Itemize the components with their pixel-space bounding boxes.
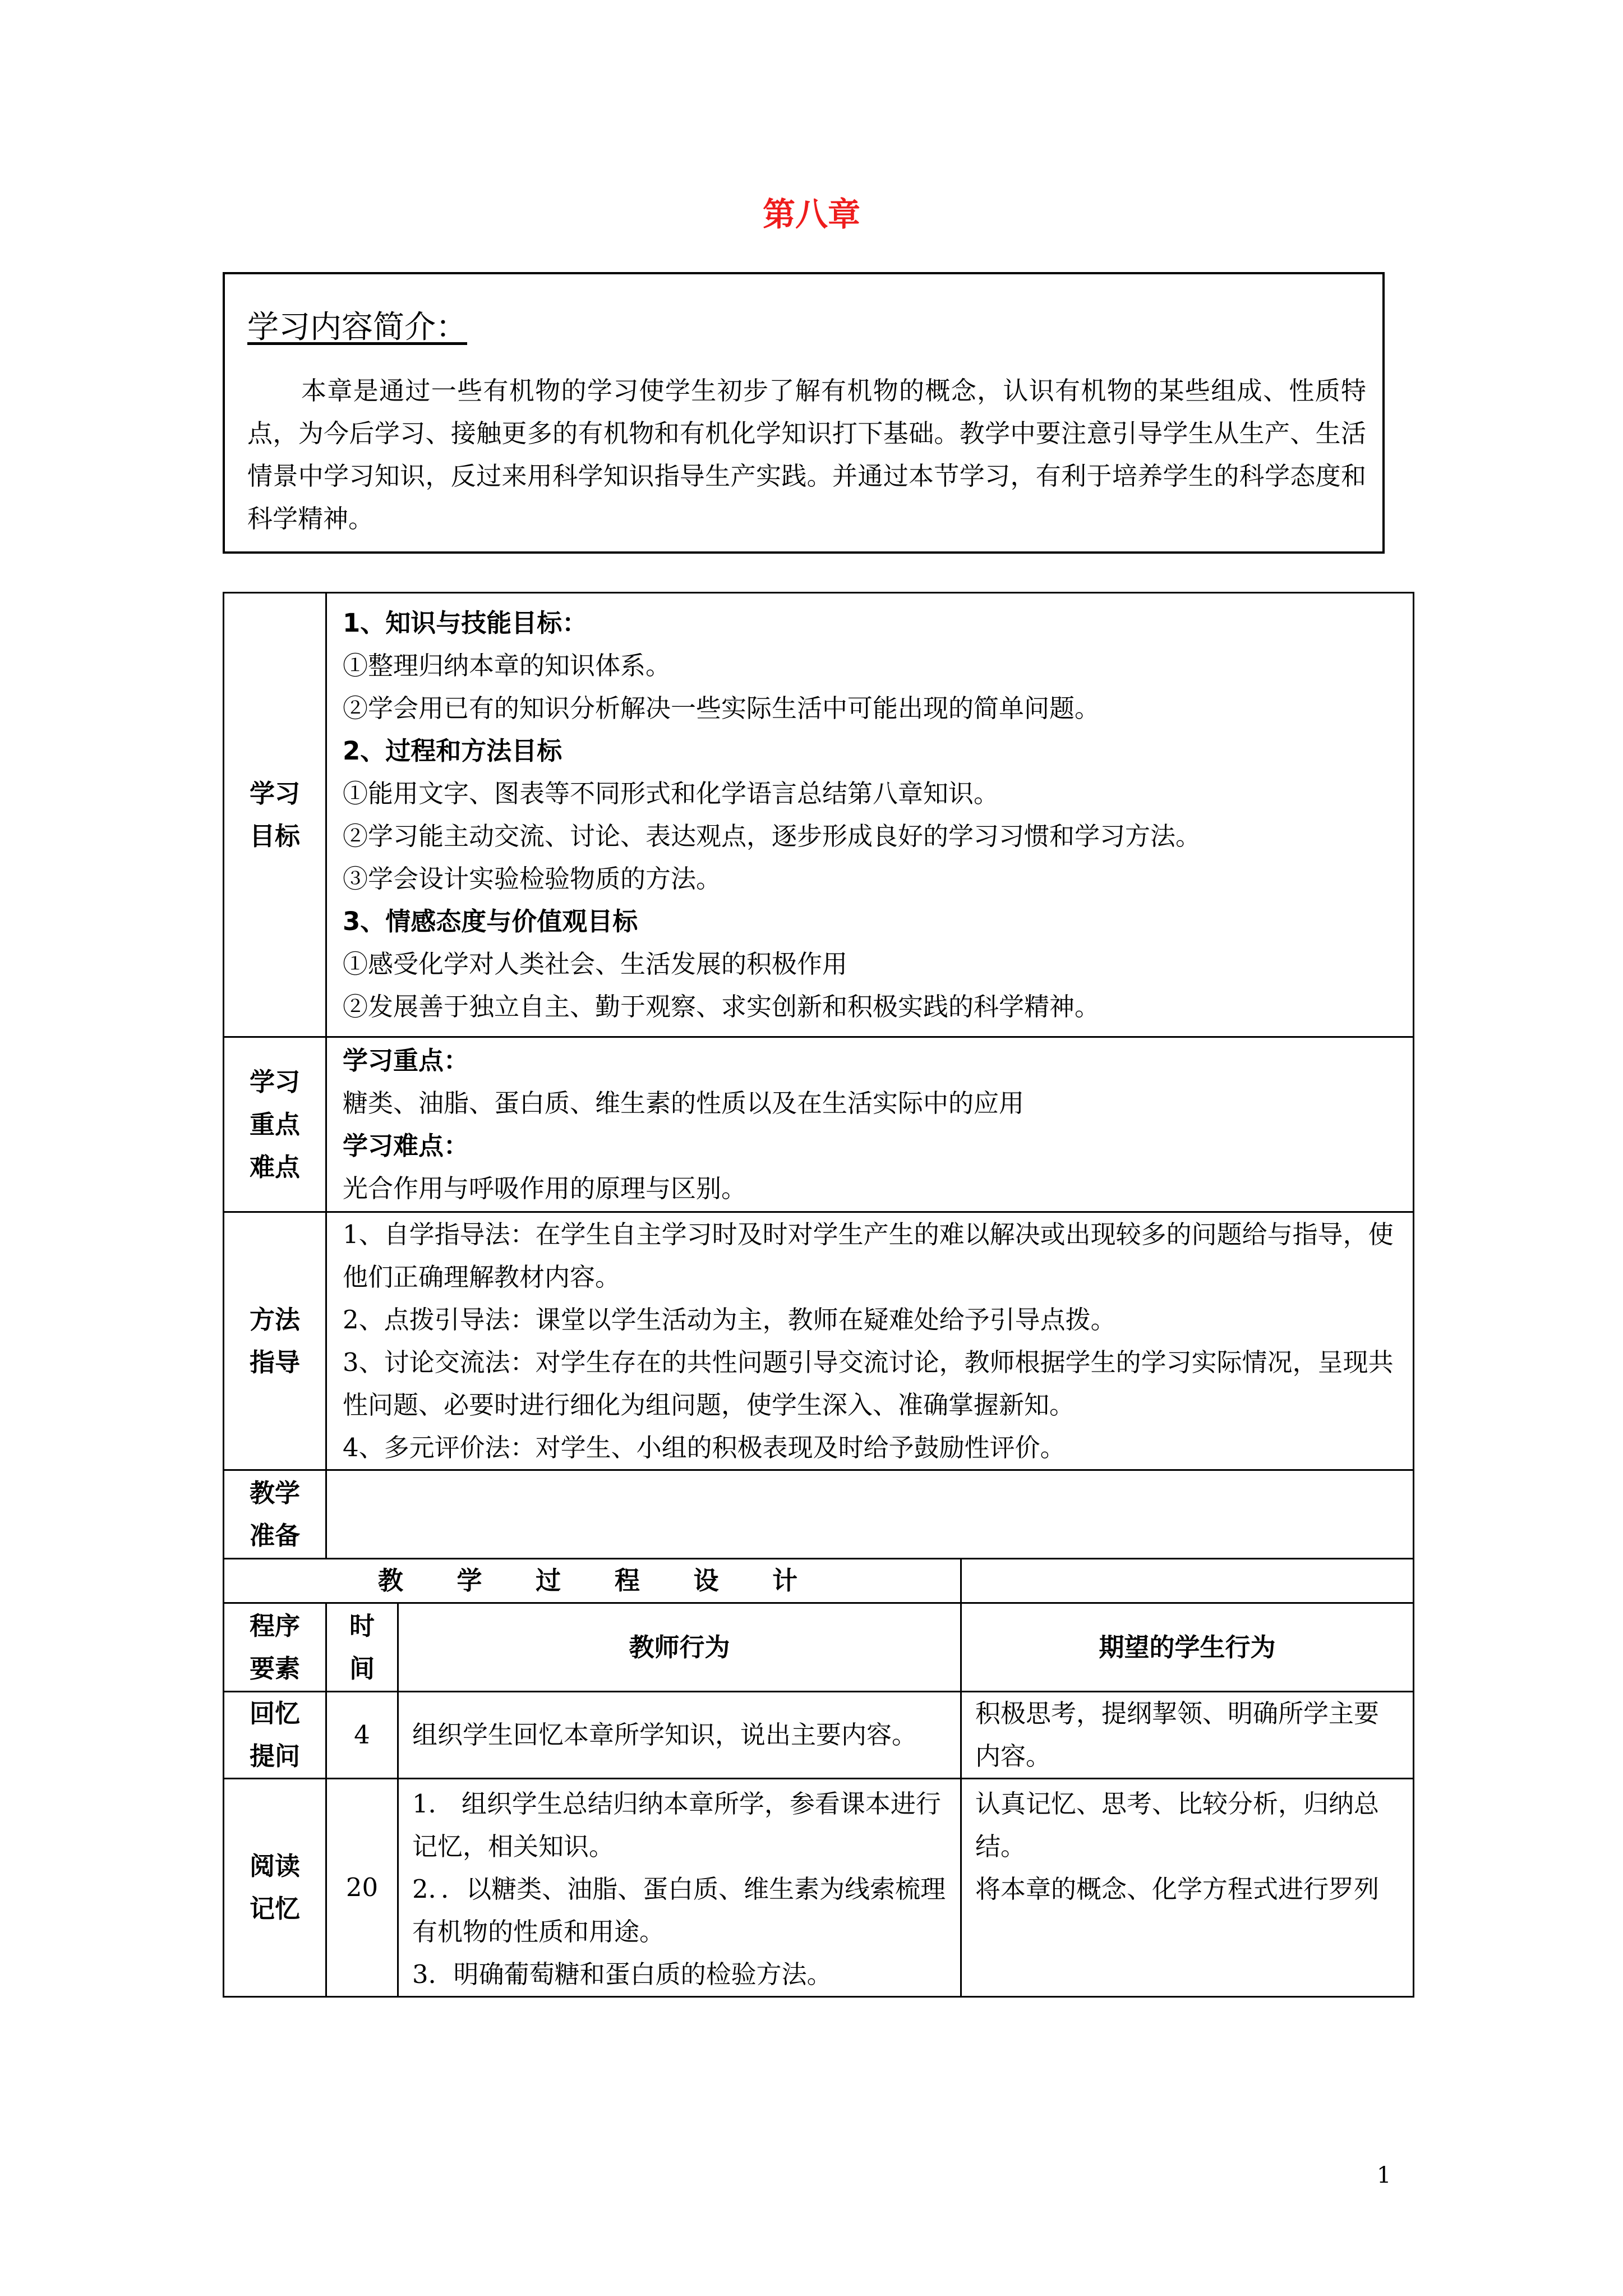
row-teacher xyxy=(398,1779,961,1997)
process-header-row xyxy=(224,1603,1414,1692)
lesson-plan-table xyxy=(223,592,1414,1998)
goals-label xyxy=(224,593,326,1037)
goals-content xyxy=(326,593,1414,1037)
methods-label-text: 方法 指导 xyxy=(249,1304,300,1377)
intro-heading: 学习内容简介： xyxy=(247,309,467,346)
difficulty-heading: 学习难点： xyxy=(343,1130,469,1161)
prep-content xyxy=(326,1470,1414,1559)
goals-item: ①感受化学对人类社会、生活发展的积极作用 xyxy=(343,949,848,979)
teacher-line: 组织学生回忆本章所学知识，说出主要内容。 xyxy=(412,1720,917,1750)
goals-item: ②发展善于独立自主、勤于观察、求实创新和积极实践的科学精神。 xyxy=(343,991,1100,1022)
method-item: 2、点拨引导法：课堂以学生活动为主，教师在疑难处给予引导点拨。 xyxy=(343,1304,1116,1335)
goals-row xyxy=(224,593,1414,1037)
goals-heading-3: 3、情感态度与价值观目标 xyxy=(343,906,638,936)
goals-label-text: 学习 目标 xyxy=(249,778,300,851)
row-step xyxy=(224,1779,326,1997)
page-number: 1 xyxy=(1377,2162,1391,2188)
keypoints-content xyxy=(326,1037,1414,1212)
intro-box xyxy=(223,272,1385,554)
difficulty-text: 光合作用与呼吸作用的原理与区别。 xyxy=(343,1173,747,1203)
row-student xyxy=(961,1692,1414,1779)
row-teacher xyxy=(398,1692,961,1779)
goals-item: ③学会设计实验检验物质的方法。 xyxy=(343,863,722,894)
keypoints-row xyxy=(224,1037,1414,1212)
goals-item: ①能用文字、图表等不同形式和化学语言总结第八章知识。 xyxy=(343,778,999,808)
methods-content xyxy=(326,1212,1414,1470)
row-student xyxy=(961,1779,1414,1997)
row-step-text: 阅读 记忆 xyxy=(249,1851,300,1924)
teacher-line: 1． 组织学生总结归纳本章所学，参看课本进行记忆，相关知识。 xyxy=(412,1789,941,1861)
keypoints-label-text: 学习 重点 难点 xyxy=(249,1066,300,1182)
row-time: 4 xyxy=(326,1692,398,1779)
keypoints-label xyxy=(224,1037,326,1212)
method-item: 1、自学指导法：在学生自主学习时及时对学生产生的难以解决或出现较多的问题给与指导，使他们正确理解教材内容。 xyxy=(343,1219,1394,1292)
methods-row xyxy=(224,1212,1414,1470)
student-line: 认真记忆、思考、比较分析，归纳总结。 xyxy=(975,1789,1380,1861)
student-line: 将本章的概念、化学方程式进行罗列 xyxy=(975,1874,1380,1904)
process-heading-row xyxy=(224,1559,1414,1603)
teacher-line: 3．明确葡萄糖和蛋白质的检验方法。 xyxy=(412,1959,832,1989)
goals-item: ①整理归纳本章的知识体系。 xyxy=(343,650,671,680)
focus-heading: 学习重点： xyxy=(343,1045,469,1075)
goals-item: ②学习能主动交流、讨论、表达观点，逐步形成良好的学习习惯和学习方法。 xyxy=(343,821,1201,851)
prep-label xyxy=(224,1470,326,1559)
prep-label-text: 教学 准备 xyxy=(249,1478,300,1550)
page-title: 第八章 xyxy=(762,195,860,233)
row-step-text: 回忆 提问 xyxy=(249,1699,300,1771)
col-time-text: 时 间 xyxy=(349,1611,375,1683)
process-heading: 教 学 过 程 设 计 xyxy=(224,1559,961,1603)
goals-heading-1: 1、知识与技能目标： xyxy=(343,608,588,638)
col-step xyxy=(224,1603,326,1692)
col-student: 期望的学生行为 xyxy=(961,1603,1414,1692)
prep-row xyxy=(224,1470,1414,1559)
row-time: 20 xyxy=(326,1779,398,1997)
col-teacher: 教师行为 xyxy=(398,1603,961,1692)
student-line: 积极思考，提纲挈领、明确所学主要内容。 xyxy=(975,1699,1380,1771)
process-heading-blank xyxy=(961,1559,1414,1603)
intro-body: 本章是通过一些有机物的学习使学生初步了解有机物的概念，认识有机物的某些组成、性质特点，为今后学习、接触更多的有机物和有机化学知识打下基础。教学中要注意引导学生从生产、生活情景中学习知识，反过来用科学知识指导生产实践。并通过本节学习，有利于培养学生的科学态度和科学精神。 xyxy=(247,376,1366,533)
process-row xyxy=(224,1779,1414,1997)
method-item: 3、讨论交流法：对学生存在的共性问题引导交流讨论，教师根据学生的学习实际情况，呈现共性问题、必要时进行细化为组问题，使学生深入、准确掌握新知。 xyxy=(343,1347,1394,1420)
teacher-line: 2．．以糖类、油脂、蛋白质、维生素为线索梳理有机物的性质和用途。 xyxy=(412,1874,946,1947)
process-row xyxy=(224,1692,1414,1779)
col-time xyxy=(326,1603,398,1692)
methods-label xyxy=(224,1212,326,1470)
col-step-text: 程序 要素 xyxy=(249,1611,300,1683)
focus-text: 糖类、油脂、蛋白质、维生素的性质以及在生活实际中的应用 xyxy=(343,1088,1025,1118)
row-step xyxy=(224,1692,326,1779)
goals-heading-2: 2、过程和方法目标 xyxy=(343,735,562,766)
method-item: 4、多元评价法：对学生、小组的积极表现及时给予鼓励性评价。 xyxy=(343,1432,1066,1462)
goals-item: ②学会用已有的知识分析解决一些实际生活中可能出现的简单问题。 xyxy=(343,693,1100,723)
